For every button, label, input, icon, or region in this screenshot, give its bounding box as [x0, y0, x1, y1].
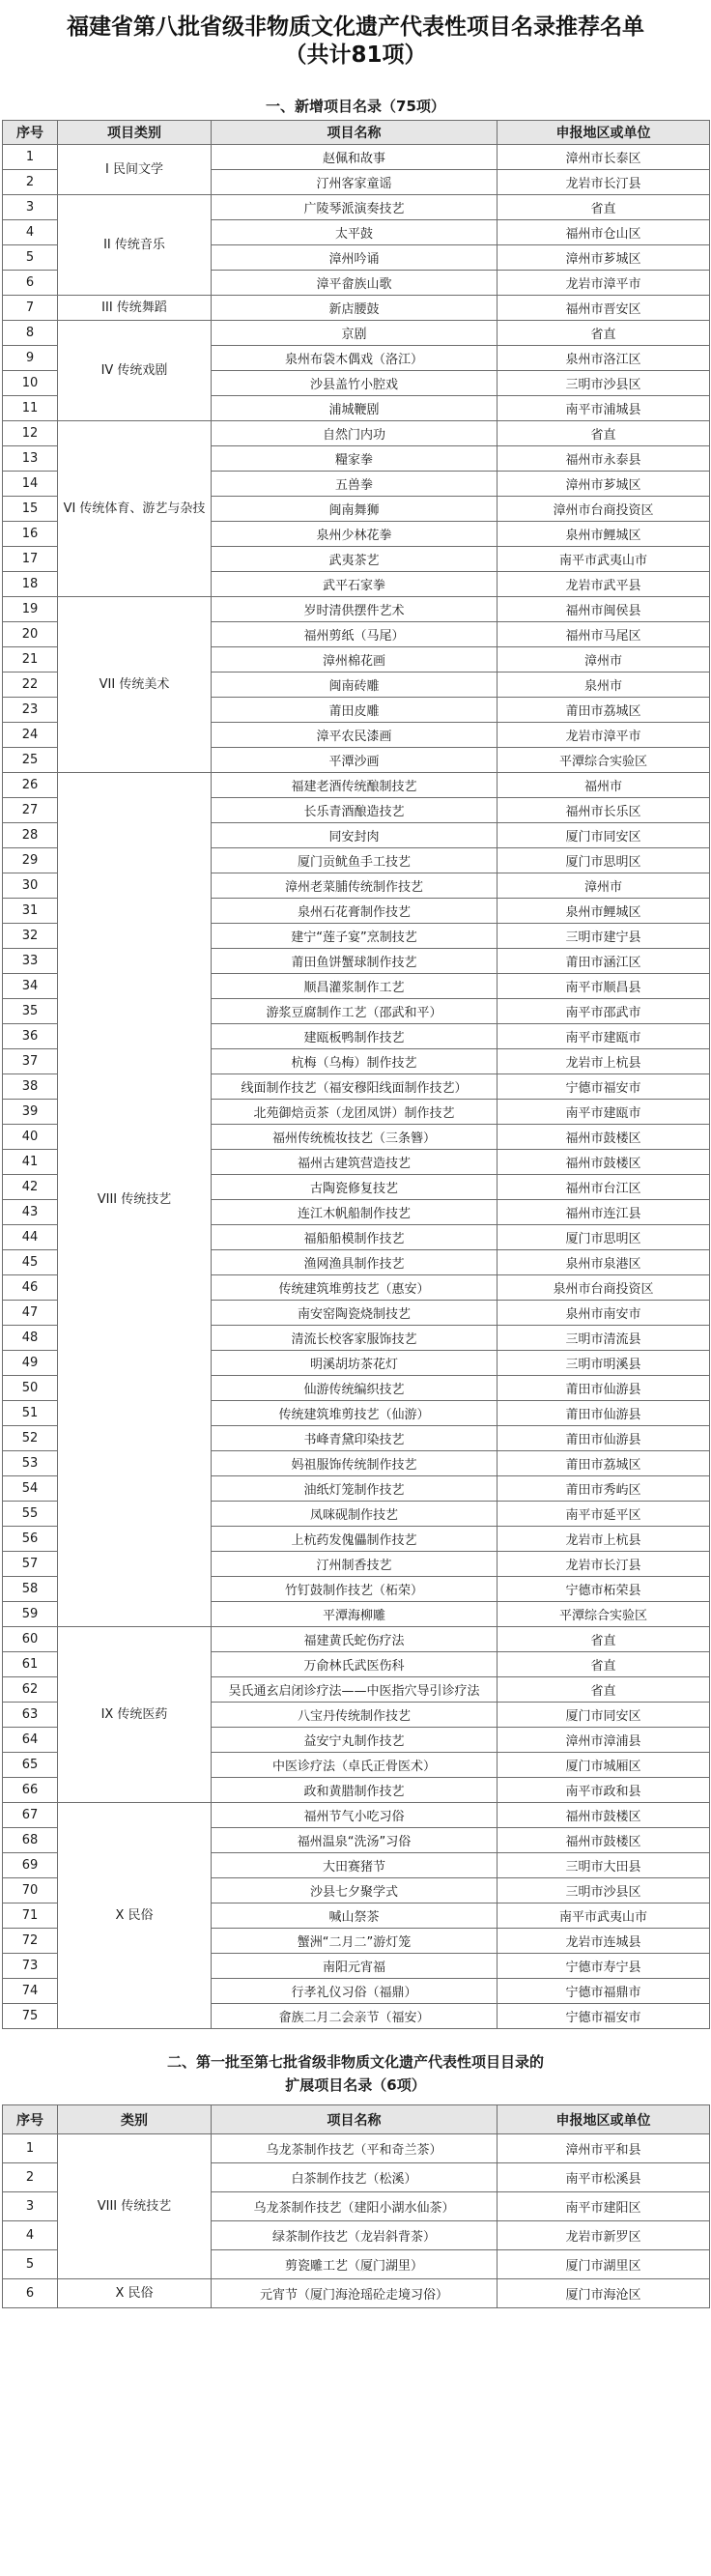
item-name: 漳平畲族山歌	[212, 271, 498, 296]
item-name: 自然门内功	[212, 421, 498, 446]
item-category: III 传统舞蹈	[58, 296, 212, 321]
item-name: 福建黄氏蛇伤疗法	[212, 1627, 498, 1652]
item-number: 18	[3, 572, 58, 597]
item-number: 73	[3, 1954, 58, 1979]
item-number: 34	[3, 974, 58, 999]
item-name: 漳平农民漆画	[212, 723, 498, 748]
item-name: 凤咪砚制作技艺	[212, 1502, 498, 1527]
item-number: 41	[3, 1150, 58, 1175]
item-number: 70	[3, 1878, 58, 1903]
item-region: 厦门市同安区	[498, 823, 710, 848]
item-name: 福州剪纸（马尾）	[212, 622, 498, 647]
section-2-heading	[0, 2050, 711, 2097]
item-region: 厦门市同安区	[498, 1703, 710, 1728]
item-region: 平潭综合实验区	[498, 1602, 710, 1627]
item-region: 宁德市柘荣县	[498, 1577, 710, 1602]
item-number: 43	[3, 1200, 58, 1225]
item-region: 福州市永泰县	[498, 446, 710, 472]
item-number: 8	[3, 321, 58, 346]
item-region: 省直	[498, 421, 710, 446]
item-region: 龙岩市长汀县	[498, 170, 710, 195]
item-name: 线面制作技艺（福安穆阳线面制作技艺）	[212, 1074, 498, 1100]
item-name: 妈祖服饰传统制作技艺	[212, 1451, 498, 1476]
item-name: 福州节气小吃习俗	[212, 1803, 498, 1828]
title-line-2: （共计81项）	[284, 43, 427, 68]
item-name: 厦门贡鱿鱼手工技艺	[212, 848, 498, 873]
item-number: 35	[3, 999, 58, 1024]
item-name: 广陵琴派演奏技艺	[212, 195, 498, 220]
item-region: 莆田市荔城区	[498, 698, 710, 723]
item-number: 46	[3, 1275, 58, 1301]
item-name: 仙游传统编织技艺	[212, 1376, 498, 1401]
item-number: 57	[3, 1552, 58, 1577]
item-number: 65	[3, 1753, 58, 1778]
new-items-table	[2, 120, 710, 2029]
col-header-region: 申报地区或单位	[498, 121, 710, 145]
item-name: 南阳元宵福	[212, 1954, 498, 1979]
item-name: 浦城鞭剧	[212, 396, 498, 421]
item-name: 明溪胡坊茶花灯	[212, 1351, 498, 1376]
item-region: 厦门市湖里区	[498, 2250, 710, 2279]
item-region: 福州市晋安区	[498, 296, 710, 321]
item-region: 龙岩市上杭县	[498, 1049, 710, 1074]
item-name: 漳州棉花画	[212, 647, 498, 673]
item-name: 福州古建筑营造技艺	[212, 1150, 498, 1175]
item-number: 62	[3, 1677, 58, 1703]
item-name: 乌龙茶制作技艺（建阳小湖水仙茶）	[212, 2192, 498, 2221]
item-name: 闽南舞狮	[212, 497, 498, 522]
item-number: 61	[3, 1652, 58, 1677]
item-number: 56	[3, 1527, 58, 1552]
item-name: 莆田鱼饼蟹球制作技艺	[212, 949, 498, 974]
item-name: 竹钉鼓制作技艺（柘荣）	[212, 1577, 498, 1602]
item-name: 武夷茶艺	[212, 547, 498, 572]
item-region: 省直	[498, 195, 710, 220]
extension-items-table	[2, 2104, 710, 2308]
item-number: 1	[3, 145, 58, 170]
item-number: 48	[3, 1326, 58, 1351]
item-region: 南平市武夷山市	[498, 1903, 710, 1929]
item-number: 40	[3, 1125, 58, 1150]
item-number: 20	[3, 622, 58, 647]
item-number: 30	[3, 873, 58, 899]
item-name: 京剧	[212, 321, 498, 346]
item-number: 71	[3, 1903, 58, 1929]
item-region: 省直	[498, 1677, 710, 1703]
col-header-category: 类别	[58, 2105, 212, 2134]
item-region: 三明市清流县	[498, 1326, 710, 1351]
item-name: 书峰青黛印染技艺	[212, 1426, 498, 1451]
table-row	[3, 145, 710, 170]
item-number: 74	[3, 1979, 58, 2004]
item-region: 南平市顺昌县	[498, 974, 710, 999]
item-number: 2	[3, 170, 58, 195]
item-name: 沙县盖竹小腔戏	[212, 371, 498, 396]
item-name: 顺昌灌浆制作工艺	[212, 974, 498, 999]
item-number: 38	[3, 1074, 58, 1100]
item-number: 36	[3, 1024, 58, 1049]
item-number: 27	[3, 798, 58, 823]
table-row	[3, 773, 710, 798]
item-region: 漳州市长泰区	[498, 145, 710, 170]
item-name: 汀州制香技艺	[212, 1552, 498, 1577]
item-number: 7	[3, 296, 58, 321]
item-name: 益安宁丸制作技艺	[212, 1728, 498, 1753]
item-number: 53	[3, 1451, 58, 1476]
item-name: 福州温泉“洗汤”习俗	[212, 1828, 498, 1853]
item-region: 省直	[498, 321, 710, 346]
item-region: 福州市闽侯县	[498, 597, 710, 622]
item-region: 宁德市寿宁县	[498, 1954, 710, 1979]
item-name: 福船船模制作技艺	[212, 1225, 498, 1250]
table-row	[3, 597, 710, 622]
item-region: 福州市鼓楼区	[498, 1150, 710, 1175]
item-number: 22	[3, 673, 58, 698]
item-region: 福州市仓山区	[498, 220, 710, 245]
item-region: 莆田市秀屿区	[498, 1476, 710, 1502]
item-number: 23	[3, 698, 58, 723]
item-name: 剪瓷雕工艺（厦门湖里）	[212, 2250, 498, 2279]
item-number: 59	[3, 1602, 58, 1627]
col-header-name: 项目名称	[212, 121, 498, 145]
item-name: 泉州少林花拳	[212, 522, 498, 547]
item-name: 游浆豆腐制作工艺（邵武和平）	[212, 999, 498, 1024]
item-region: 宁德市福安市	[498, 1074, 710, 1100]
item-region: 泉州市洛江区	[498, 346, 710, 371]
item-number: 13	[3, 446, 58, 472]
item-category: II 传统音乐	[58, 195, 212, 296]
item-name: 太平鼓	[212, 220, 498, 245]
col-header-name: 项目名称	[212, 2105, 498, 2134]
item-region: 南平市建瓯市	[498, 1100, 710, 1125]
item-name: 南安窑陶瓷烧制技艺	[212, 1301, 498, 1326]
section-2-heading-line-2: 扩展项目名录（6项）	[285, 2076, 426, 2094]
item-name: 大田赛猪节	[212, 1853, 498, 1878]
table-row	[3, 321, 710, 346]
item-name: 喊山祭茶	[212, 1903, 498, 1929]
item-region: 龙岩市漳平市	[498, 271, 710, 296]
item-number: 33	[3, 949, 58, 974]
item-region: 厦门市城厢区	[498, 1753, 710, 1778]
item-region: 南平市政和县	[498, 1778, 710, 1803]
item-region: 莆田市仙游县	[498, 1401, 710, 1426]
item-name: 上杭药发傀儡制作技艺	[212, 1527, 498, 1552]
item-number: 12	[3, 421, 58, 446]
item-region: 南平市建阳区	[498, 2192, 710, 2221]
item-number: 32	[3, 924, 58, 949]
item-name: 连江木帆船制作技艺	[212, 1200, 498, 1225]
item-region: 泉州市泉港区	[498, 1250, 710, 1275]
item-name: 糧家拳	[212, 446, 498, 472]
item-name: 赵佩和故事	[212, 145, 498, 170]
item-region: 南平市武夷山市	[498, 547, 710, 572]
item-region: 南平市浦城县	[498, 396, 710, 421]
item-name: 漳州老菜脯传统制作技艺	[212, 873, 498, 899]
item-number: 15	[3, 497, 58, 522]
item-region: 龙岩市新罗区	[498, 2221, 710, 2250]
title-line-1: 福建省第八批省级非物质文化遗产代表性项目名录推荐名单	[67, 14, 644, 40]
item-number: 26	[3, 773, 58, 798]
item-category: I 民间文学	[58, 145, 212, 195]
item-name: 杭梅（乌梅）制作技艺	[212, 1049, 498, 1074]
item-number: 50	[3, 1376, 58, 1401]
item-name: 古陶瓷修复技艺	[212, 1175, 498, 1200]
item-name: 泉州石花膏制作技艺	[212, 899, 498, 924]
item-name: 武平石家拳	[212, 572, 498, 597]
extension-items-table-body	[3, 2134, 710, 2308]
table-row	[3, 421, 710, 446]
item-region: 泉州市台商投资区	[498, 1275, 710, 1301]
item-number: 45	[3, 1250, 58, 1275]
item-region: 南平市邵武市	[498, 999, 710, 1024]
col-header-category: 项目类别	[58, 121, 212, 145]
item-number: 5	[3, 2250, 58, 2279]
item-name: 政和黄腊制作技艺	[212, 1778, 498, 1803]
item-region: 龙岩市武平县	[498, 572, 710, 597]
item-region: 泉州市南安市	[498, 1301, 710, 1326]
item-region: 平潭综合实验区	[498, 748, 710, 773]
item-region: 漳州市平和县	[498, 2134, 710, 2163]
item-name: 元宵节（厦门海沧瑶砼走境习俗）	[212, 2279, 498, 2308]
table-row	[3, 296, 710, 321]
item-region: 龙岩市连城县	[498, 1929, 710, 1954]
item-region: 福州市连江县	[498, 1200, 710, 1225]
new-items-table-body	[3, 145, 710, 2029]
item-region: 龙岩市上杭县	[498, 1527, 710, 1552]
item-number: 9	[3, 346, 58, 371]
item-number: 31	[3, 899, 58, 924]
item-region: 漳州市芗城区	[498, 472, 710, 497]
section-1-heading: 一、新增项目名录（75项）	[266, 98, 445, 115]
item-region: 厦门市思明区	[498, 848, 710, 873]
section-2-heading-line-1: 二、第一批至第七批省级非物质文化遗产代表性项目目录的	[166, 2053, 544, 2071]
item-name: 中医诊疗法（卓氏正骨医术）	[212, 1753, 498, 1778]
item-number: 39	[3, 1100, 58, 1125]
item-number: 16	[3, 522, 58, 547]
item-number: 25	[3, 748, 58, 773]
item-region: 省直	[498, 1627, 710, 1652]
item-number: 11	[3, 396, 58, 421]
item-region: 龙岩市漳平市	[498, 723, 710, 748]
item-number: 3	[3, 2192, 58, 2221]
item-number: 47	[3, 1301, 58, 1326]
item-category: VIII 传统技艺	[58, 773, 212, 1627]
item-number: 3	[3, 195, 58, 220]
table-row	[3, 2134, 710, 2163]
item-region: 漳州市漳浦县	[498, 1728, 710, 1753]
item-region: 莆田市荔城区	[498, 1451, 710, 1476]
item-number: 72	[3, 1929, 58, 1954]
item-number: 19	[3, 597, 58, 622]
item-category: VII 传统美术	[58, 597, 212, 773]
item-region: 三明市沙县区	[498, 371, 710, 396]
item-name: 汀州客家童谣	[212, 170, 498, 195]
item-name: 平潭海柳雕	[212, 1602, 498, 1627]
item-name: 泉州布袋木偶戏（洛江）	[212, 346, 498, 371]
item-name: 白茶制作技艺（松溪）	[212, 2163, 498, 2192]
item-number: 51	[3, 1401, 58, 1426]
item-name: 闽南砖雕	[212, 673, 498, 698]
item-region: 莆田市涵江区	[498, 949, 710, 974]
item-region: 福州市台江区	[498, 1175, 710, 1200]
item-name: 岁时清供摆件艺术	[212, 597, 498, 622]
item-number: 24	[3, 723, 58, 748]
item-number: 68	[3, 1828, 58, 1853]
item-number: 28	[3, 823, 58, 848]
item-name: 万俞林氏武医伤科	[212, 1652, 498, 1677]
item-name: 长乐青酒酿造技艺	[212, 798, 498, 823]
item-name: 渔网渔具制作技艺	[212, 1250, 498, 1275]
item-region: 莆田市仙游县	[498, 1376, 710, 1401]
item-region: 泉州市鲤城区	[498, 522, 710, 547]
item-number: 67	[3, 1803, 58, 1828]
item-region: 南平市延平区	[498, 1502, 710, 1527]
item-region: 宁德市福安市	[498, 2004, 710, 2029]
item-region: 三明市大田县	[498, 1853, 710, 1878]
item-region: 三明市明溪县	[498, 1351, 710, 1376]
item-name: 北苑御焙贡茶（龙团凤饼）制作技艺	[212, 1100, 498, 1125]
item-name: 福建老酒传统酿制技艺	[212, 773, 498, 798]
item-name: 行孝礼仪习俗（福鼎）	[212, 1979, 498, 2004]
item-number: 55	[3, 1502, 58, 1527]
item-name: 传统建筑堆剪技艺（惠安）	[212, 1275, 498, 1301]
item-name: 吴氏通玄启闭诊疗法——中医指穴导引诊疗法	[212, 1677, 498, 1703]
item-number: 64	[3, 1728, 58, 1753]
item-name: 莆田皮雕	[212, 698, 498, 723]
item-region: 福州市马尾区	[498, 622, 710, 647]
col-header-number: 序号	[3, 121, 58, 145]
item-number: 75	[3, 2004, 58, 2029]
item-region: 泉州市鲤城区	[498, 899, 710, 924]
item-region: 南平市建瓯市	[498, 1024, 710, 1049]
item-region: 省直	[498, 1652, 710, 1677]
item-name: 蟹洲“二月二”游灯笼	[212, 1929, 498, 1954]
item-name: 绿茶制作技艺（龙岩斜背茶）	[212, 2221, 498, 2250]
item-region: 南平市松溪县	[498, 2163, 710, 2192]
item-region: 漳州市台商投资区	[498, 497, 710, 522]
item-name: 新店腰鼓	[212, 296, 498, 321]
item-number: 52	[3, 1426, 58, 1451]
item-number: 6	[3, 271, 58, 296]
item-region: 福州市	[498, 773, 710, 798]
document-title	[0, 0, 711, 70]
item-category: X 民俗	[58, 1803, 212, 2029]
item-region: 莆田市仙游县	[498, 1426, 710, 1451]
col-header-region: 申报地区或单位	[498, 2105, 710, 2134]
item-number: 21	[3, 647, 58, 673]
item-name: 油纸灯笼制作技艺	[212, 1476, 498, 1502]
item-region: 厦门市思明区	[498, 1225, 710, 1250]
item-number: 58	[3, 1577, 58, 1602]
item-region: 厦门市海沧区	[498, 2279, 710, 2308]
item-name: 建宁“莲子宴”烹制技艺	[212, 924, 498, 949]
item-number: 42	[3, 1175, 58, 1200]
item-category: VIII 传统技艺	[58, 2134, 212, 2279]
item-region: 福州市鼓楼区	[498, 1828, 710, 1853]
item-category: IX 传统医药	[58, 1627, 212, 1803]
item-region: 福州市鼓楼区	[498, 1803, 710, 1828]
item-number: 10	[3, 371, 58, 396]
item-region: 龙岩市长汀县	[498, 1552, 710, 1577]
item-name: 传统建筑堆剪技艺（仙游）	[212, 1401, 498, 1426]
item-number: 5	[3, 245, 58, 271]
item-name: 同安封肉	[212, 823, 498, 848]
item-name: 清流长校客家服饰技艺	[212, 1326, 498, 1351]
item-region: 福州市长乐区	[498, 798, 710, 823]
item-number: 29	[3, 848, 58, 873]
item-name: 平潭沙画	[212, 748, 498, 773]
item-region: 漳州市	[498, 647, 710, 673]
item-category: VI 传统体育、游艺与杂技	[58, 421, 212, 597]
item-name: 乌龙茶制作技艺（平和奇兰茶）	[212, 2134, 498, 2163]
item-number: 2	[3, 2163, 58, 2192]
item-number: 66	[3, 1778, 58, 1803]
item-number: 49	[3, 1351, 58, 1376]
table-header-row	[3, 121, 710, 145]
item-number: 4	[3, 2221, 58, 2250]
item-name: 五兽拳	[212, 472, 498, 497]
table-row	[3, 2279, 710, 2308]
item-number: 37	[3, 1049, 58, 1074]
item-name: 福州传统梳妆技艺（三条簪）	[212, 1125, 498, 1150]
item-region: 漳州市芗城区	[498, 245, 710, 271]
table-row	[3, 195, 710, 220]
item-number: 44	[3, 1225, 58, 1250]
item-category: X 民俗	[58, 2279, 212, 2308]
item-number: 4	[3, 220, 58, 245]
item-region: 福州市鼓楼区	[498, 1125, 710, 1150]
item-number: 60	[3, 1627, 58, 1652]
table-row	[3, 1803, 710, 1828]
item-category: IV 传统戏剧	[58, 321, 212, 421]
item-region: 三明市沙县区	[498, 1878, 710, 1903]
item-region: 泉州市	[498, 673, 710, 698]
table-header-row	[3, 2105, 710, 2134]
item-number: 69	[3, 1853, 58, 1878]
item-name: 沙县七夕聚学式	[212, 1878, 498, 1903]
col-header-number: 序号	[3, 2105, 58, 2134]
table-row	[3, 1627, 710, 1652]
item-number: 1	[3, 2134, 58, 2163]
item-name: 八宝丹传统制作技艺	[212, 1703, 498, 1728]
item-number: 54	[3, 1476, 58, 1502]
item-region: 漳州市	[498, 873, 710, 899]
item-number: 63	[3, 1703, 58, 1728]
item-region: 宁德市福鼎市	[498, 1979, 710, 2004]
item-number: 17	[3, 547, 58, 572]
item-name: 畲族二月二会亲节（福安）	[212, 2004, 498, 2029]
item-name: 漳州吟诵	[212, 245, 498, 271]
item-region: 三明市建宁县	[498, 924, 710, 949]
item-number: 6	[3, 2279, 58, 2308]
item-number: 14	[3, 472, 58, 497]
item-name: 建瓯板鸭制作技艺	[212, 1024, 498, 1049]
